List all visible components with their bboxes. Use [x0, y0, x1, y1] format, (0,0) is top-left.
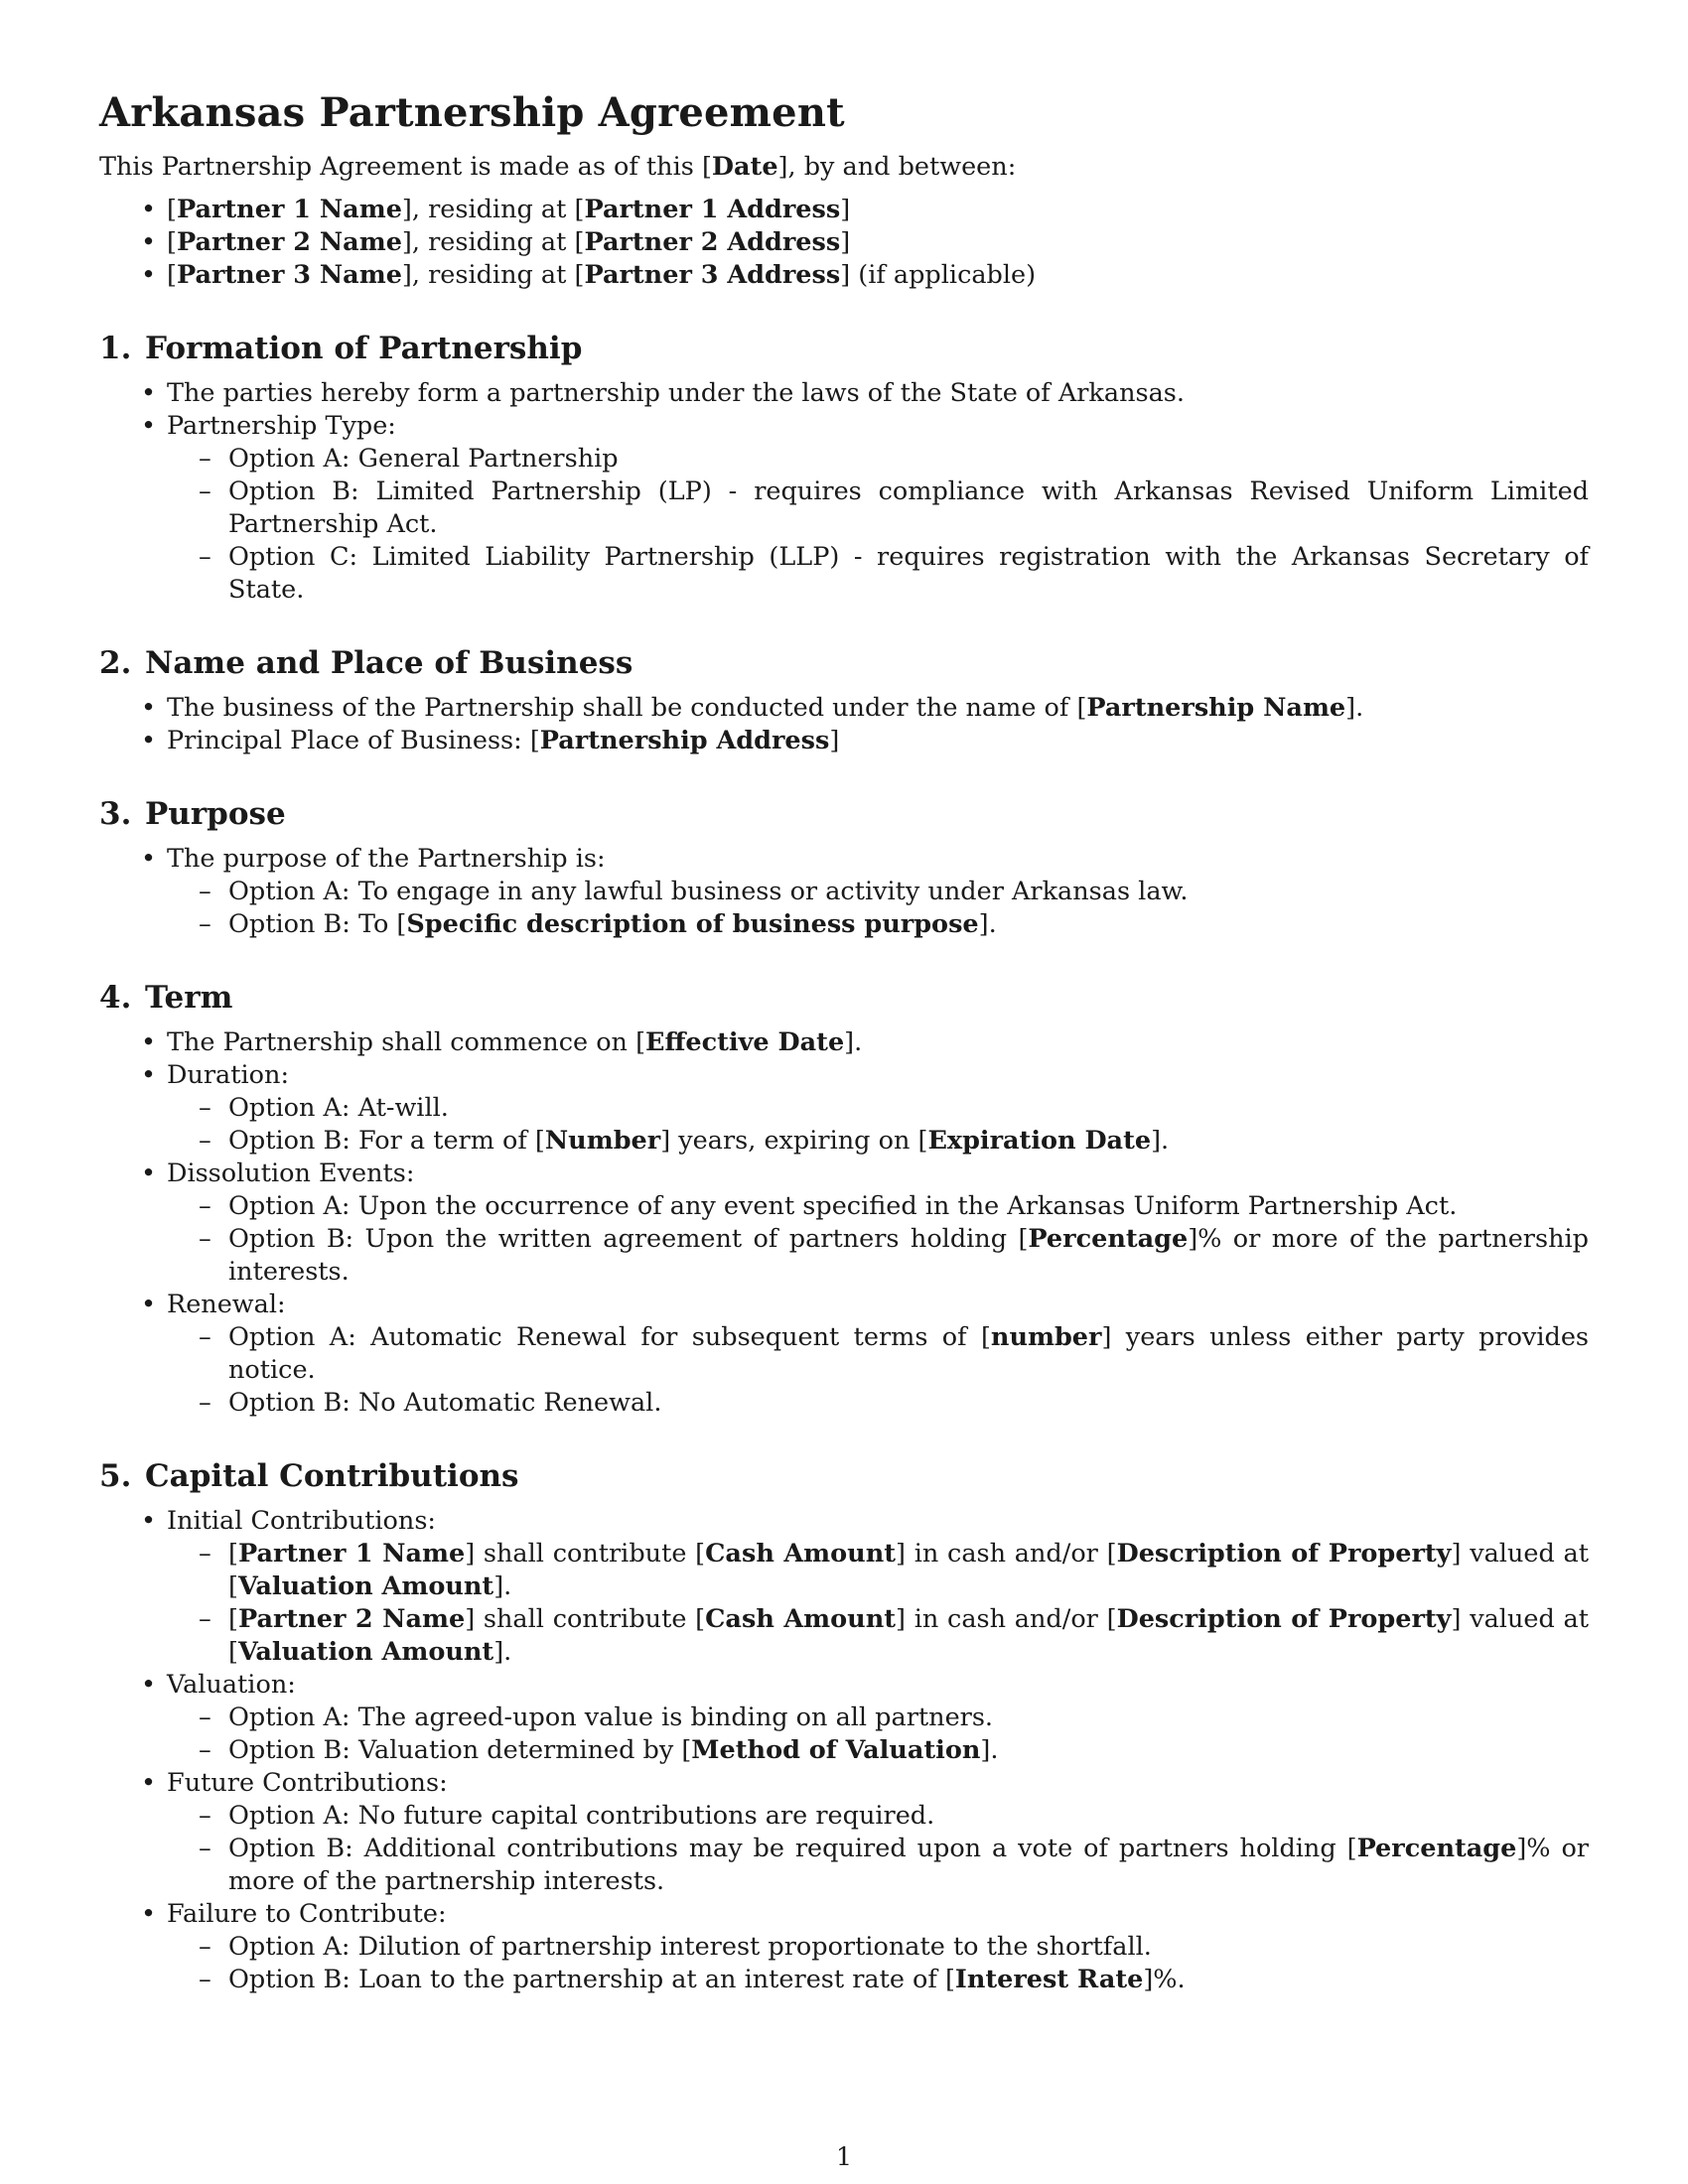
list-item: • Valuation: – Option A: The agreed-upon value is binding on all partners. – Option B: Valuation determined by [Method of Valuation]. [167, 1669, 1589, 1767]
section-heading-term: 4. Term [99, 980, 233, 1016]
section-5-list [99, 1505, 1589, 1996]
sublist [167, 1190, 1589, 1289]
list-item: • The purpose of the Partnership is: – Option A: To engage in any lawful business or activity under Arkansas law. – Option B: To [Specific description of business purpose]. [167, 843, 1589, 941]
list-item: • The Partnership shall commence on [Effective Date]. [167, 1026, 1589, 1059]
sublist-item: – Option B: Limited Partnership (LP) - requires compliance with Arkansas Revised Uniform Limited Partnership Act. [228, 476, 1589, 541]
sublist-item: – Option B: No Automatic Renewal. [228, 1387, 1589, 1420]
list-item: • The parties hereby form a partnership under the laws of the State of Arkansas. [167, 377, 1589, 410]
sublist-item: – Option A: Dilution of partnership interest proportionate to the shortfall. [228, 1931, 1589, 1964]
sublist-item: – Option A: General Partnership [228, 443, 1589, 476]
section-heading-formation: 1. Formation of Partnership [99, 331, 583, 366]
list-item: • Renewal: – Option A: Automatic Renewal for subsequent terms of [number] years unless either party provides notice. – Option B: No Automatic Renewal. [167, 1289, 1589, 1420]
sublist-item: – Option B: Valuation determined by [Method of Valuation]. [228, 1734, 1589, 1767]
section-heading-capital: 5. Capital Contributions [99, 1458, 519, 1494]
list-item: • Duration: – Option A: At-will. – Option B: For a term of [Number] years, expiring on [Expiration Date]. [167, 1059, 1589, 1158]
sublist [167, 1092, 1589, 1158]
sublist [167, 1800, 1589, 1898]
sublist [167, 443, 1589, 607]
intro-paragraph: This Partnership Agreement is made as of this [Date], by and between: [99, 152, 1017, 182]
sublist-item: – [Partner 1 Name] shall contribute [Cash Amount] in cash and/or [Description of Property] valued at [Valuation Amount]. [228, 1538, 1589, 1603]
sublist [167, 1321, 1589, 1420]
sublist [167, 876, 1589, 941]
sublist [167, 1702, 1589, 1767]
section-3-list [99, 843, 1589, 941]
sublist-item: – Option B: Upon the written agreement of partners holding [Percentage]% or more of the partnership interests. [228, 1223, 1589, 1289]
list-item: • Partnership Type: – Option A: General Partnership – Option B: Limited Partnership (LP) - requires compliance with Arkansas Revised Uniform Limited Partnership Act. – Option C: Limited Liability Partnership (LLP) - requires registration with the Arkansas Secretary of State. [167, 410, 1589, 607]
list-item: • Dissolution Events: – Option A: Upon the occurrence of any event specified in the Arkansas Uniform Partnership Act. – Option B: Upon the written agreement of partners holding [Percentage]% or more of the partnership interests. [167, 1158, 1589, 1289]
list-item: • Initial Contributions: – [Partner 1 Name] shall contribute [Cash Amount] in cash and/or [Description of Property] valued at [Valuation Amount]. – [Partner 2 Name] shall contribute [Cash Amount] in cash and/or [Description of Property] valued at [Valuation Amount]. [167, 1505, 1589, 1669]
party-item: • [Partner 1 Name], residing at [Partner 1 Address] [167, 194, 1589, 226]
section-2-list [99, 692, 1589, 757]
page-number: 1 [835, 2142, 853, 2172]
section-heading-name-place: 2. Name and Place of Business [99, 645, 633, 681]
list-item: • The business of the Partnership shall be conducted under the name of [Partnership Name]. [167, 692, 1589, 725]
section-4-list [99, 1026, 1589, 1420]
parties-list [99, 194, 1589, 292]
party-item: • [Partner 3 Name], residing at [Partner 3 Address] (if applicable) [167, 259, 1589, 292]
sublist-item: – Option A: At-will. [228, 1092, 1589, 1125]
sublist-item: – Option A: No future capital contributions are required. [228, 1800, 1589, 1833]
sublist-item: – Option A: The agreed-upon value is binding on all partners. [228, 1702, 1589, 1734]
list-item: • Failure to Contribute: – Option A: Dilution of partnership interest proportionate to the shortfall. – Option B: Loan to the partnership at an interest rate of [Interest Rate]%. [167, 1898, 1589, 1996]
sublist-item: – Option B: Loan to the partnership at an interest rate of [Interest Rate]%. [228, 1964, 1589, 1996]
sublist-item: – Option B: Additional contributions may be required upon a vote of partners holding [Percentage]% or more of the partnership interests. [228, 1833, 1589, 1898]
section-1-list [99, 377, 1589, 607]
party-item: • [Partner 2 Name], residing at [Partner 2 Address] [167, 226, 1589, 259]
sublist [167, 1931, 1589, 1996]
document-title: Arkansas Partnership Agreement [99, 89, 845, 136]
list-item: • Principal Place of Business: [Partnership Address] [167, 725, 1589, 757]
sublist-item: – Option C: Limited Liability Partnership (LLP) - requires registration with the Arkansas Secretary of State. [228, 541, 1589, 607]
sublist-item: – Option B: For a term of [Number] years, expiring on [Expiration Date]. [228, 1125, 1589, 1158]
sublist-item: – Option A: Upon the occurrence of any event specified in the Arkansas Uniform Partnership Act. [228, 1190, 1589, 1223]
sublist-item: – [Partner 2 Name] shall contribute [Cash Amount] in cash and/or [Description of Property] valued at [Valuation Amount]. [228, 1603, 1589, 1669]
list-item: • Future Contributions: – Option A: No future capital contributions are required. – Option B: Additional contributions may be required upon a vote of partners holding [Percentage]% or more of the partnership interests. [167, 1767, 1589, 1898]
section-heading-purpose: 3. Purpose [99, 796, 286, 832]
sublist-item: – Option A: To engage in any lawful business or activity under Arkansas law. [228, 876, 1589, 908]
document-page [99, 87, 1589, 1996]
sublist [167, 1538, 1589, 1669]
sublist-item: – Option B: To [Specific description of business purpose]. [228, 908, 1589, 941]
sublist-item: – Option A: Automatic Renewal for subsequent terms of [number] years unless either party provides notice. [228, 1321, 1589, 1387]
